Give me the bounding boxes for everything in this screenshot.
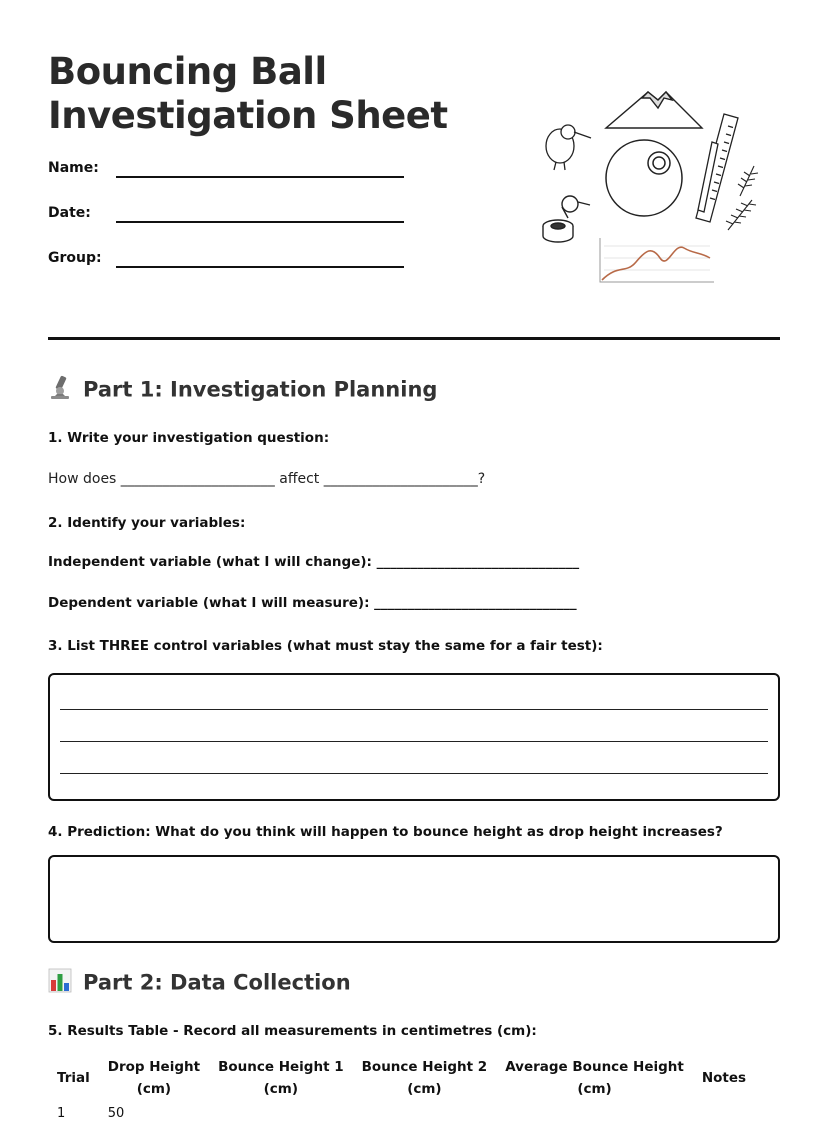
drop-height-cell: 50 — [107, 1106, 125, 1121]
question-4-label: 4. Prediction: What do you think will happen to bounce height as drop height increases? — [48, 824, 723, 840]
part2-heading-text: Part 2: Data Collection — [83, 970, 351, 995]
col-header-bounce-height-2: Bounce Height 2 (cm) — [361, 1059, 488, 1097]
notes-cell[interactable] — [693, 1104, 755, 1123]
results-table — [48, 1052, 755, 1123]
trial-cell: 1 — [57, 1106, 66, 1121]
microscope-icon — [48, 374, 74, 407]
page-title — [48, 50, 448, 138]
group-label: Group: — [48, 250, 102, 266]
ball-icon — [606, 140, 682, 216]
mountain-icon — [606, 92, 702, 128]
name-input-line[interactable] — [116, 176, 404, 178]
title-line-1: Bouncing Ball — [48, 50, 327, 93]
part2-heading — [48, 967, 351, 1000]
answer-line-2[interactable] — [60, 741, 768, 742]
title-line-2: Investigation Sheet — [48, 94, 448, 137]
header-illustration — [538, 86, 768, 292]
table-row — [48, 1104, 755, 1123]
question-5-label: 5. Results Table - Record all measurements in centimetres (cm): — [48, 1023, 537, 1039]
question-1-text[interactable]: How does ______________________ affect ______________________? — [48, 471, 486, 487]
question-3-label: 3. List THREE control variables (what must stay the same for a fair test): — [48, 638, 603, 654]
dependent-variable-line[interactable]: Dependent variable (what I will measure): ______________________________ — [48, 595, 577, 611]
chart-line-icon — [600, 238, 714, 282]
table-header-row — [48, 1052, 755, 1104]
question-1-label: 1. Write your investigation question: — [48, 430, 330, 446]
ruler-icon — [696, 114, 738, 222]
prediction-box[interactable] — [48, 855, 780, 943]
col-header-notes: Notes — [701, 1070, 747, 1086]
bounce-height-2-cell[interactable] — [353, 1104, 497, 1123]
bounce-height-1-cell[interactable] — [209, 1104, 353, 1123]
date-input-line[interactable] — [116, 221, 404, 223]
col-header-bounce-height-1: Bounce Height 1 (cm) — [218, 1059, 344, 1097]
part1-heading-text: Part 1: Investigation Planning — [83, 377, 438, 402]
col-header-average-bounce-height: Average Bounce Height (cm) — [505, 1059, 684, 1097]
tape-roll-icon — [543, 196, 590, 242]
kiwi-bird-icon — [546, 125, 591, 170]
question-2-label: 2. Identify your variables: — [48, 515, 246, 531]
independent-variable-line[interactable]: Independent variable (what I will change): ______________________________ — [48, 554, 580, 570]
col-header-drop-height: Drop Height (cm) — [107, 1059, 201, 1097]
bar-chart-icon — [48, 967, 74, 1000]
part1-heading — [48, 374, 437, 407]
group-input-line[interactable] — [116, 266, 404, 268]
answer-line-1[interactable] — [60, 709, 768, 710]
average-bounce-height-cell[interactable] — [496, 1104, 693, 1123]
header-divider — [48, 337, 780, 340]
fern-leaf-icon — [726, 166, 758, 230]
col-header-trial: Trial — [57, 1070, 90, 1086]
answer-line-3[interactable] — [60, 773, 768, 774]
control-variables-box[interactable] — [48, 673, 780, 801]
date-label: Date: — [48, 205, 91, 221]
name-label: Name: — [48, 160, 99, 176]
